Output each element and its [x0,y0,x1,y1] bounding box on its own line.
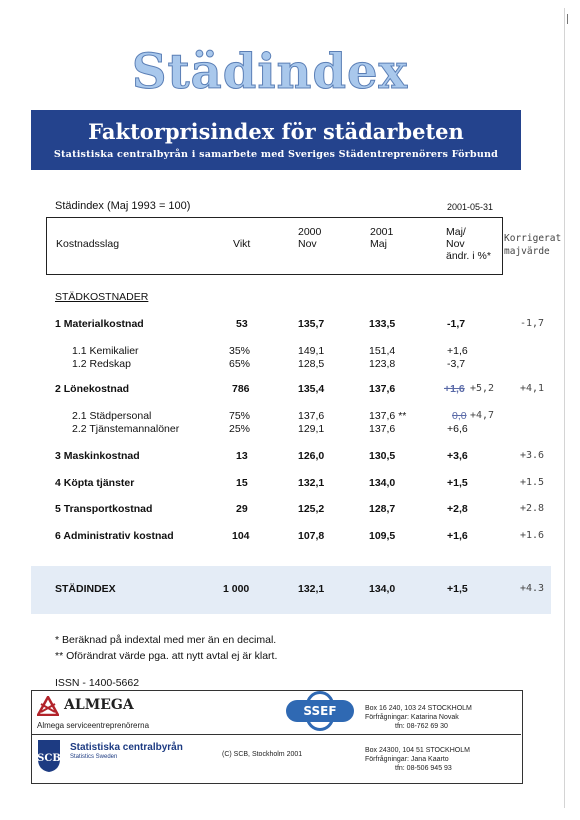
row-change: +1,6 [447,530,468,542]
row-2001: 137,6 ** [369,410,407,422]
scb-contact-phone: tfn: 08-506 945 93 [395,765,452,772]
header-change [446,226,491,262]
scb-logo-icon [36,739,62,773]
row-2001: 109,5 [369,530,396,542]
ssef-contact-person: Förfrågningar: Katarina Novak [365,714,459,721]
row-vikt: 15 [236,477,248,489]
row-label: 4 Köpta tjänster [55,477,135,489]
row-label: 1.2 Redskap [72,358,131,370]
row-label: 5 Transportkostnad [55,503,153,515]
row-2000: 129,1 [298,423,325,435]
almega-name: ALMEGA [64,697,134,713]
footnote-2: ** Oförändrat värde pga. att nytt avtal ej är klart. [55,650,278,662]
row-2001: 151,4 [369,345,396,357]
scb-name: Statistiska centralbyrån [70,742,183,753]
row-2000: 137,6 [298,410,325,422]
row-2000: 132,1 [298,477,325,489]
header-2000-year: 2000 [298,226,322,238]
row-label: 2.1 Städpersonal [72,410,152,422]
row-change: +2,8 [447,503,468,515]
footnote-1: * Beräknad på indextal med mer än en decimal. [55,634,277,646]
total-change: +1,5 [447,583,468,595]
row-2001: 137,6 [369,423,396,435]
scb-contact-address: Box 24300, 104 51 STOCKHOLM [365,747,470,754]
banner-subtitle: Statistiska centralbyrån i samarbete med Sveriges Städentreprenörers Förbund [53,149,499,160]
header-2000-month: Nov [298,238,317,250]
row-corrected: +2.8 [520,503,545,514]
row-2000: 135,7 [298,318,325,330]
handwritten-header [504,232,561,258]
ssef-logo: SSEF [286,700,354,722]
handwritten-header-line2: majvärde [504,246,550,257]
row-change: +1,6 [447,345,468,357]
row-vikt: 104 [232,530,250,542]
row-2001: 123,8 [369,358,396,370]
row-corrected: +1.5 [520,477,545,488]
row-vikt: 65% [229,358,251,370]
row-vikt: 29 [236,503,248,515]
header-change-line2: Nov [446,238,465,250]
row-2000: 126,0 [298,450,325,462]
row-change: -1,7 [447,318,466,330]
scb-contact-person: Förfrågningar: Jana Kaarto [365,756,449,763]
header-kostnadsslag: Kostnadsslag [56,238,120,250]
row-corrected: +3.6 [520,450,545,461]
total-2000: 132,1 [298,583,325,595]
row-label: 2 Lönekostnad [55,383,130,395]
logo-title: Städindex [131,44,409,100]
issn: ISSN - 1400-5662 [55,677,140,689]
row-vikt: 53 [236,318,248,330]
row-change: -3,7 [447,358,466,370]
index-base: Städindex (Maj 1993 = 100) [55,200,191,212]
footer-divider [31,734,521,735]
row-label: 2.2 Tjänstemannalöner [72,423,180,435]
row-2001: 133,5 [369,318,396,330]
ssef-contact [365,704,472,731]
header-2000 [298,226,321,250]
almega-subtitle: Almega serviceentreprenörerna [37,721,150,730]
row-corrected: +1.6 [520,530,545,541]
row-change: +6,6 [447,423,468,435]
row-label: 6 Administrativ kostnad [55,530,174,542]
row-change-struck: 0,0 [452,410,467,422]
row-vikt: 35% [229,345,251,357]
row-corrected: +4,1 [520,383,545,394]
banner-title: Faktorprisindex för städarbeten [88,119,464,144]
section-heading: STÄDKOSTNADER [55,291,149,303]
row-2001: 137,6 [369,383,396,395]
row-vikt: 786 [232,383,250,395]
row-2000: 135,4 [298,383,325,395]
page-edge [564,8,565,808]
almega-logo-icon [37,696,59,716]
page-mark [567,14,568,24]
row-2001: 128,7 [369,503,396,515]
copyright: (C) SCB, Stockholm 2001 [222,751,303,758]
ssef-contact-address: Box 16 240, 103 24 STOCKHOLM [365,705,472,712]
row-vikt: 13 [236,450,248,462]
row-vikt: 25% [229,423,251,435]
handwritten-header-line1: Korrigerat [504,233,562,244]
row-2001: 134,0 [369,477,396,489]
header-change-line3: ändr. i %* [446,250,491,262]
header-vikt: Vikt [233,238,251,250]
title-banner [31,110,521,170]
scb-subtitle: Statistics Sweden [70,754,118,760]
row-2000: 149,1 [298,345,325,357]
header-2001-year: 2001 [370,226,394,238]
total-2001: 134,0 [369,583,396,595]
total-corrected: +4.3 [520,583,545,594]
svg-text:SCB: SCB [37,753,61,764]
row-change: +4,7 [470,410,495,421]
header-2001 [370,226,393,250]
row-label: 1.1 Kemikalier [72,345,139,357]
row-change: +5,2 [470,383,495,394]
total-vikt: 1 000 [223,583,250,595]
row-2000: 128,5 [298,358,325,370]
ssef-contact-phone: tfn: 08-762 69 30 [395,723,448,730]
total-label: STÄDINDEX [55,583,116,595]
row-corrected: -1,7 [520,318,545,329]
row-change-struck: +1,6 [444,383,465,395]
row-vikt: 75% [229,410,251,422]
header-2001-month: Maj [370,238,387,250]
row-change: +3,6 [447,450,468,462]
row-change: +1,5 [447,477,468,489]
row-label: 1 Materialkostnad [55,318,144,330]
report-date: 2001-05-31 [447,202,494,212]
header-change-line1: Maj/ [446,226,466,238]
scb-contact [365,746,470,773]
row-2000: 125,2 [298,503,325,515]
row-2001: 130,5 [369,450,396,462]
row-2000: 107,8 [298,530,325,542]
row-label: 3 Maskinkostnad [55,450,140,462]
